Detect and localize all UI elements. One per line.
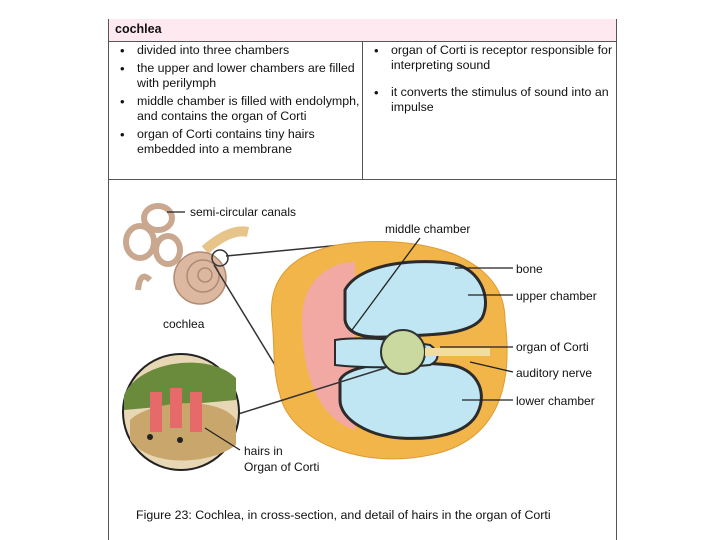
organ-of-corti-circle xyxy=(381,330,425,374)
label-upper-chamber: upper chamber xyxy=(516,289,597,303)
list-item: • organ of Corti is receptor responsible for interpreting sound xyxy=(363,43,616,73)
label-lower-chamber: lower chamber xyxy=(516,394,595,408)
list-item: • middle chamber is filled with endolymph, and contains the organ of Corti xyxy=(109,94,362,124)
list-item: • it converts the stimulus of sound into an impulse xyxy=(363,85,616,115)
label-bone: bone xyxy=(516,262,543,276)
small-cochlea-illustration xyxy=(174,250,228,304)
page-title: cochlea xyxy=(115,22,162,36)
semi-circular-canals-illustration xyxy=(126,206,180,290)
list-item: • divided into three chambers xyxy=(109,43,362,58)
figure-caption: Figure 23: Cochlea, in cross-section, and detail of hairs in the organ of Corti xyxy=(136,508,551,522)
nerve-stem xyxy=(205,231,248,250)
cochlea-cross-section xyxy=(271,241,507,458)
list-item: • organ of Corti contains tiny hairs embedded into a membrane xyxy=(109,127,362,157)
hairs-detail-illustration xyxy=(123,354,239,470)
label-hairs-line1: hairs in xyxy=(244,444,283,458)
label-middle-chamber: middle chamber xyxy=(385,222,471,236)
list-item: • the upper and lower chambers are filled with perilymph xyxy=(109,61,362,91)
label-hairs-line2: Organ of Corti xyxy=(244,460,320,474)
label-organ-of-corti: organ of Corti xyxy=(516,340,589,354)
label-semi-circular-canals: semi-circular canals xyxy=(190,205,297,219)
label-auditory-nerve: auditory nerve xyxy=(516,366,593,380)
label-cochlea: cochlea xyxy=(163,317,205,331)
zoom-line xyxy=(214,265,275,365)
